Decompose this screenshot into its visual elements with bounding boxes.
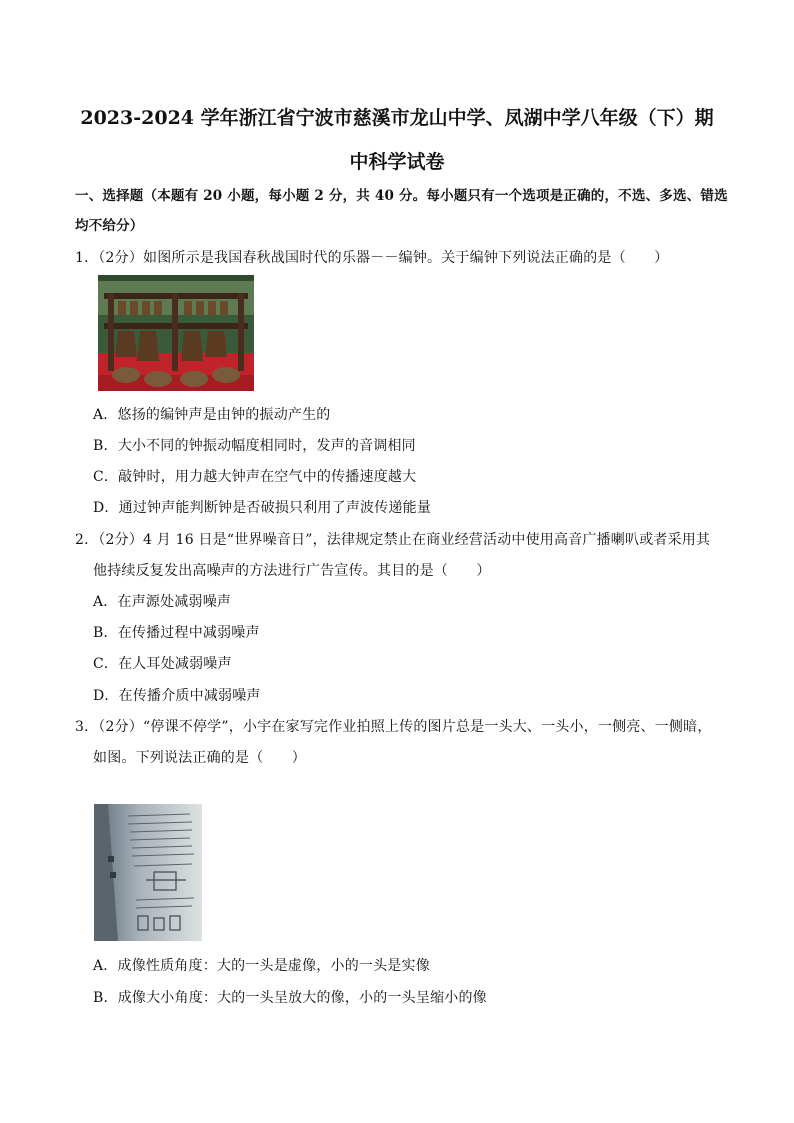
question-3-option-a: A．成像性质角度：大的一头是虚像，小的一头是实像	[93, 958, 430, 974]
section-heading-line2: 均不给分）	[75, 218, 144, 234]
question-2-option-b: B．在传播过程中减弱噪声	[93, 625, 260, 641]
question-1-option-d: D．通过钟声能判断钟是否破损只利用了声波传递能量	[93, 500, 432, 516]
question-2-option-a: A．在声源处减弱噪声	[93, 594, 232, 610]
question-1-option-c: C．敲钟时，用力越大钟声在空气中的传播速度越大	[93, 469, 417, 485]
question-2-option-c: C．在人耳处减弱噪声	[93, 656, 232, 672]
question-2-stem-line2: 他持续反复发出高噪声的方法进行广告宣传。其目的是（ ）	[93, 563, 491, 579]
section-heading-line1: 一、选择题（本题有 20 小题，每小题 2 分，共 40 分。每小题只有一个选项是正确的，不选、多选、错选	[75, 188, 728, 204]
homework-photo	[94, 804, 202, 941]
question-1-option-a: A．悠扬的编钟声是由钟的振动产生的	[93, 407, 331, 423]
exam-title-line2: 中科学试卷	[349, 151, 445, 173]
question-1-stem: 1．（2分）如图所示是我国春秋战国时代的乐器－－编钟。关于编钟下列说法正确的是（ ）	[75, 250, 669, 266]
question-1-option-b: B．大小不同的钟振动幅度相同时，发声的音调相同	[93, 438, 416, 454]
question-2-stem-line1: 2．（2分）4 月 16 日是“世界噪音日”，法律规定禁止在商业经营活动中使用高音广播喇叭或者采用其	[75, 532, 711, 548]
question-2-option-d: D．在传播介质中减弱噪声	[93, 688, 261, 704]
question-3-stem-line2: 如图。下列说法正确的是（ ）	[93, 750, 306, 766]
question-3-option-b: B．成像大小角度：大的一头呈放大的像，小的一头呈缩小的像	[93, 990, 487, 1006]
exam-title-line1: 2023-2024 学年浙江省宁波市慈溪市龙山中学、凤湖中学八年级（下）期	[80, 107, 714, 129]
question-3-stem-line1: 3．（2分）“停课不停学”，小宇在家写完作业拍照上传的图片总是一头大、一头小，一侧亮、一侧暗，	[75, 719, 712, 735]
bianzhong-bells-photo	[98, 275, 254, 391]
